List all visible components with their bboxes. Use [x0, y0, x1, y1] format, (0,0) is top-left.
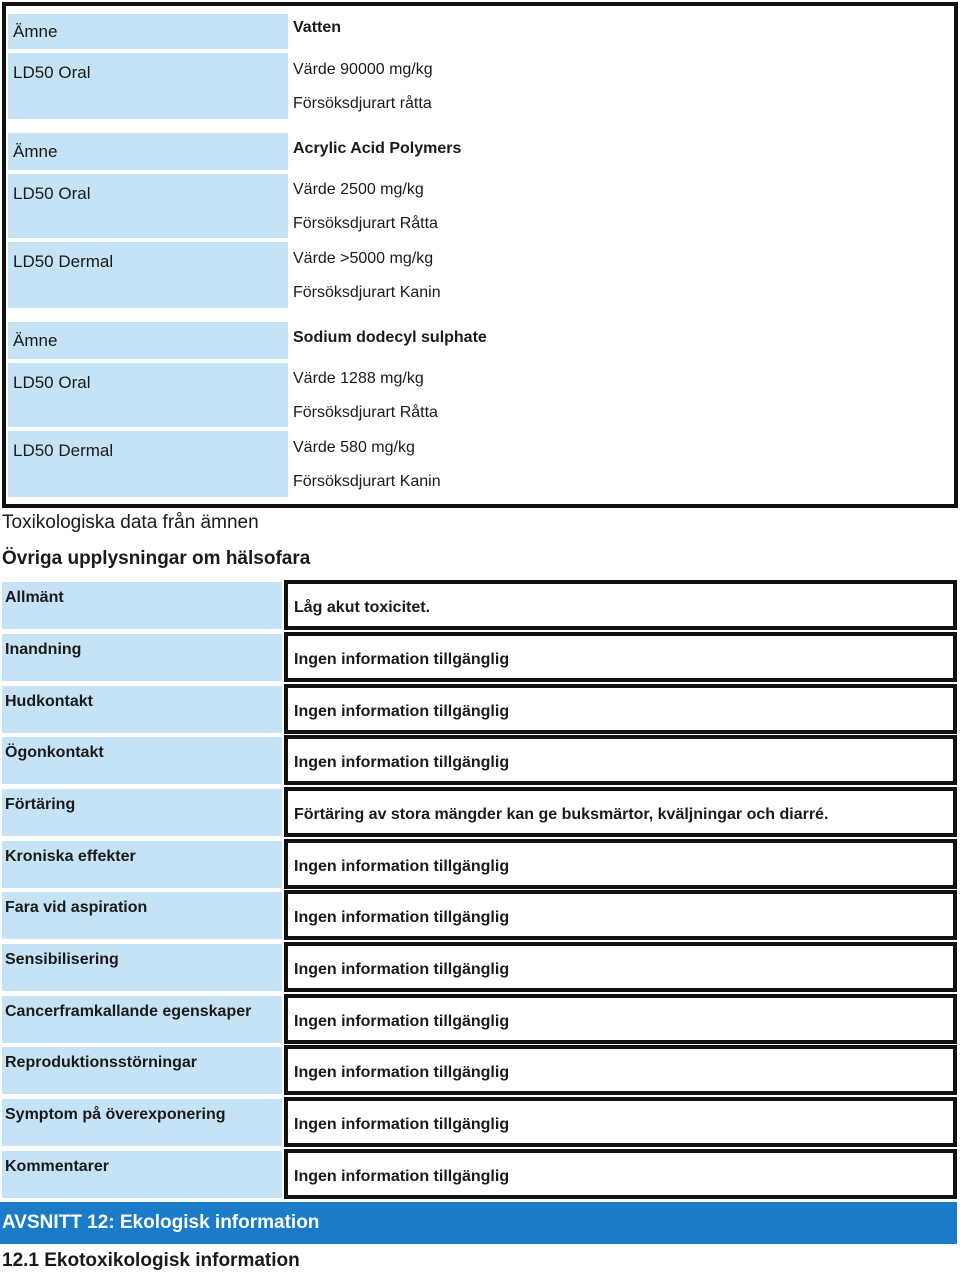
substance-label: Ämne: [8, 14, 288, 49]
health-row-label: Förtäring: [2, 789, 282, 836]
ld50-value: Värde 580 mg/kg: [293, 439, 415, 456]
health-row-value: Ingen information tillgänglig: [284, 890, 957, 940]
health-row-label: Kommentarer: [2, 1151, 282, 1198]
health-row-value: Låg akut toxicitet.: [284, 580, 957, 630]
ld50-value: Värde 1288 mg/kg: [293, 370, 424, 387]
substance-name: Vatten: [293, 19, 342, 36]
ld50-label: LD50 Oral: [8, 53, 288, 119]
health-row-value: Ingen information tillgänglig: [284, 1097, 957, 1147]
ld50-label: LD50 Dermal: [8, 431, 288, 497]
health-row-label: Cancerframkallande egenskaper: [2, 996, 282, 1043]
subsection-12-1-heading: 12.1 Ekotoxikologisk information: [2, 1250, 300, 1271]
health-row-label: Inandning: [2, 634, 282, 681]
test-animal: Försöksdjurart råtta: [293, 95, 432, 112]
health-row-label: Allmänt: [2, 582, 282, 629]
health-row-label: Kroniska effekter: [2, 841, 282, 888]
ld50-label: LD50 Oral: [8, 363, 288, 427]
health-row-label: Ögonkontakt: [2, 737, 282, 784]
health-row-value: Ingen information tillgänglig: [284, 994, 957, 1044]
ld50-label: LD50 Oral: [8, 174, 288, 238]
ld50-value: Värde 2500 mg/kg: [293, 181, 424, 198]
ld50-value: Värde >5000 mg/kg: [293, 250, 434, 267]
substance-name: Acrylic Acid Polymers: [293, 140, 462, 157]
health-heading: Övriga upplysningar om hälsofara: [2, 548, 311, 569]
test-animal: Försöksdjurart Råtta: [293, 404, 438, 421]
health-row-value: Ingen information tillgänglig: [284, 1045, 957, 1095]
health-row-value: Ingen information tillgänglig: [284, 839, 957, 889]
health-row-label: Hudkontakt: [2, 686, 282, 733]
health-row-value: Ingen information tillgänglig: [284, 632, 957, 682]
section-12-header: AVSNITT 12: Ekologisk information: [0, 1202, 957, 1244]
test-animal: Försöksdjurart Råtta: [293, 215, 438, 232]
health-row-value: Ingen information tillgänglig: [284, 942, 957, 992]
health-row-label: Reproduktionsstörningar: [2, 1047, 282, 1094]
test-animal: Försöksdjurart Kanin: [293, 284, 441, 301]
test-animal: Försöksdjurart Kanin: [293, 473, 441, 490]
health-row-value: Ingen information tillgänglig: [284, 1149, 957, 1199]
toxdata-heading: Toxikologiska data från ämnen: [2, 512, 259, 533]
substance-label: Ämne: [8, 322, 288, 359]
ld50-value: Värde 90000 mg/kg: [293, 61, 433, 78]
health-row-value: Ingen information tillgänglig: [284, 684, 957, 734]
health-row-label: Fara vid aspiration: [2, 892, 282, 939]
substance-name: Sodium dodecyl sulphate: [293, 329, 487, 346]
substance-label: Ämne: [8, 133, 288, 170]
health-row-value: Förtäring av stora mängder kan ge buksmärtor, kväljningar och diarré.: [284, 787, 957, 837]
health-row-label: Sensibilisering: [2, 944, 282, 991]
ld50-label: LD50 Dermal: [8, 242, 288, 308]
health-row-label: Symptom på överexponering: [2, 1099, 282, 1146]
health-row-value: Ingen information tillgänglig: [284, 735, 957, 785]
